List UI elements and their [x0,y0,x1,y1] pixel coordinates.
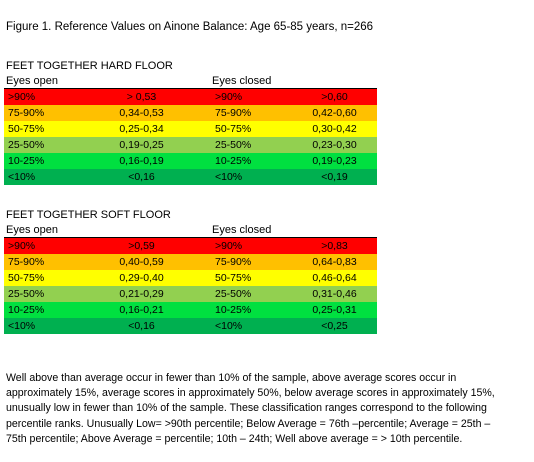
note-line: unusually low in fewer than 10% of the sample. These classification ranges correspond to the following [6,402,487,415]
table-row [4,137,377,153]
eyes-open-percentile: 75-90% [8,107,45,119]
eyes-closed-percentile: 50-75% [215,123,252,135]
eyes-open-percentile: 50-75% [8,123,45,135]
eyes-open-value: <0,16 [128,320,155,332]
eyes-open-label: Eyes open [6,75,58,87]
eyes-closed-value: 0,23-0,30 [312,139,357,151]
eyes-open-value: 0,16-0,19 [119,155,164,167]
eyes-open-value: > 0,53 [126,91,157,103]
eyes-open-percentile: 25-50% [8,139,45,151]
eyes-closed-percentile: <10% [215,171,243,183]
eyes-closed-value: 0,46-0,64 [312,272,357,284]
note-line: Well above than average occur in fewer than 10% of the sample, above average scores occur in [6,372,457,384]
eyes-open-percentile: <10% [8,320,36,332]
eyes-closed-value: 0,31-0,46 [312,288,357,300]
eyes-open-percentile: 50-75% [8,272,45,284]
eyes-closed-value: 0,64-0,83 [312,256,357,268]
eyes-closed-value: <0,25 [321,320,348,332]
table-row [4,302,377,318]
eyes-open-value: 0,29-0,40 [119,272,164,284]
eyes-open-percentile: 75-90% [8,256,45,268]
table-row [4,238,377,254]
note-line: 75th percentile; Above Average = percentile; 10th – 24th; Well above average = > 10th percentile. [6,432,463,445]
eyes-closed-value: 0,19-0,23 [312,155,357,167]
eyes-open-percentile: >90% [8,91,36,103]
eyes-closed-label: Eyes closed [212,75,272,87]
table-row [4,169,377,185]
classification-note [6,371,530,447]
eyes-open-percentile: >90% [8,240,36,252]
eyes-open-value: 0,40-0,59 [119,256,164,268]
eyes-closed-percentile: 10-25% [215,304,252,316]
eyes-open-value: >0,59 [128,240,155,252]
eyes-open-value: 0,16-0,21 [119,304,164,316]
table-row [4,121,377,137]
eyes-closed-percentile: 25-50% [215,139,252,151]
eyes-open-value: <0,16 [128,171,155,183]
eyes-open-percentile: <10% [8,171,36,183]
figure-title: Figure 1. Reference Values on Ainone Balance: Age 65-85 years, n=266 [6,21,374,33]
eyes-open-value: 0,25-0,34 [119,123,164,135]
reference-table-soft-floor [4,237,377,334]
eyes-closed-percentile: 25-50% [215,288,252,300]
eyes-open-percentile: 10-25% [8,304,45,316]
eyes-closed-value: <0,19 [321,171,348,183]
eyes-closed-label: Eyes closed [212,224,272,236]
section-title: FEET TOGETHER SOFT FLOOR [6,209,171,221]
eyes-open-value: 0,21-0,29 [119,288,164,300]
eyes-closed-percentile: >90% [215,240,243,252]
table-row [4,254,377,270]
table-row [4,105,377,121]
eyes-closed-percentile: 10-25% [215,155,252,167]
section-title: FEET TOGETHER HARD FLOOR [6,60,173,72]
eyes-closed-percentile: 75-90% [215,256,252,268]
eyes-closed-percentile: <10% [215,320,243,332]
eyes-closed-value: >0,60 [321,91,348,103]
eyes-open-percentile: 25-50% [8,288,45,300]
eyes-closed-percentile: 50-75% [215,272,252,284]
eyes-closed-value: 0,30-0,42 [312,123,357,135]
note-line: percentile ranks. Unusually Low= >90th percentile; Below Average = 76th –percentile; Average = 25th – [6,417,491,430]
table-row [4,270,377,286]
table-row [4,318,377,334]
eyes-closed-percentile: 75-90% [215,107,252,119]
eyes-open-label: Eyes open [6,224,58,236]
reference-table-hard-floor [4,88,377,185]
eyes-closed-value: 0,25-0,31 [312,304,357,316]
note-line: approximately 15%, average scores in approximately 50%, below average scores in approximately 15%, [6,387,495,400]
eyes-open-percentile: 10-25% [8,155,45,167]
eyes-closed-percentile: >90% [215,91,243,103]
eyes-closed-value: >0,83 [321,240,348,252]
table-row [4,286,377,302]
eyes-open-value: 0,34-0,53 [119,107,164,119]
eyes-closed-value: 0,42-0,60 [312,107,357,119]
table-row [4,89,377,105]
eyes-open-value: 0,19-0,25 [119,139,164,151]
table-row [4,153,377,169]
